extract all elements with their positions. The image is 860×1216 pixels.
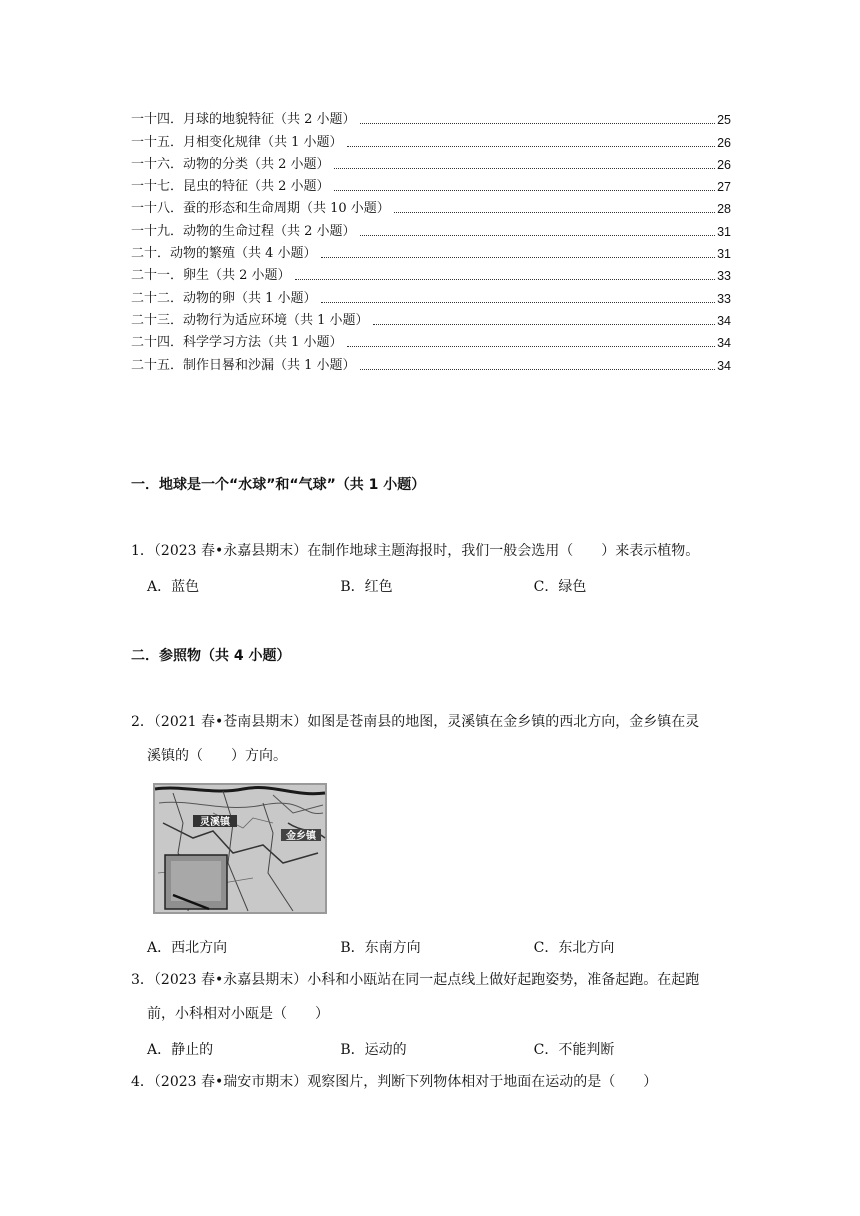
question-text: 3．（2023 春•永嘉县期末）小科和小瓯站在同一起点线上做好起跑姿势，准备起跑。在起跑 (131, 972, 700, 988)
toc-entry[interactable] (131, 151, 731, 173)
toc-entry[interactable] (131, 351, 731, 373)
question-text-continued: 前，小科相对小瓯是（ ） (147, 1006, 329, 1022)
toc-page-number: 34 (717, 336, 731, 351)
toc-page-number: 26 (717, 157, 731, 172)
toc-page-number: 33 (717, 291, 731, 306)
toc-leader-dots (321, 301, 716, 303)
section-title: 一．地球是一个“水球”和“气球”（共 1 小题） (131, 477, 426, 493)
toc-label: 二十一．卵生（共 2 小题） (131, 268, 291, 284)
toc-leader-dots (360, 234, 716, 236)
toc-label: 一十九．动物的生命过程（共 2 小题） (131, 223, 356, 239)
option-c[interactable]: C．东北方向 (533, 940, 615, 956)
toc-page-number: 31 (717, 247, 731, 262)
answer-options (147, 576, 727, 596)
toc-label: 二十．动物的繁殖（共 4 小题） (131, 246, 317, 262)
answer-options (147, 937, 727, 957)
toc-leader-dots (394, 211, 715, 213)
option-b[interactable]: B．运动的 (340, 1042, 407, 1058)
toc-leader-dots (373, 323, 716, 325)
toc-entry[interactable] (131, 307, 731, 329)
question-1 (131, 534, 731, 568)
toc-entry[interactable] (131, 173, 731, 195)
section-title: 二．参照物（共 4 小题） (131, 648, 291, 664)
question-text-continued: 溪镇的（ ）方向。 (147, 748, 287, 764)
toc-page-number: 34 (717, 313, 731, 328)
toc-label: 一十八．蚕的形态和生命周期（共 10 小题） (131, 201, 390, 217)
toc-entry[interactable] (131, 195, 731, 217)
toc-leader-dots (360, 368, 716, 370)
toc-label: 二十二．动物的卵（共 1 小题） (131, 290, 317, 306)
toc-leader-dots (334, 189, 716, 191)
toc-page-number: 25 (717, 113, 731, 128)
toc-label: 一十六．动物的分类（共 2 小题） (131, 156, 330, 172)
answer-options (147, 1039, 727, 1059)
toc-entry[interactable] (131, 217, 731, 239)
option-a[interactable]: A．静止的 (147, 1042, 214, 1058)
option-a[interactable]: A．蓝色 (147, 579, 200, 595)
option-a[interactable]: A．西北方向 (147, 940, 228, 956)
question-text: 4．（2023 春•瑞安市期末）观察图片，判断下列物体相对于地面在运动的是（ ） (131, 1074, 658, 1090)
map-label-lingxi: 灵溪镇 (200, 817, 230, 828)
toc-entry[interactable] (131, 128, 731, 150)
toc-entry[interactable] (131, 106, 731, 128)
toc-label: 二十四．科学学习方法（共 1 小题） (131, 335, 343, 351)
toc-leader-dots (295, 278, 716, 280)
option-c[interactable]: C．不能判断 (533, 1042, 615, 1058)
toc-leader-dots (334, 167, 716, 169)
toc-entry[interactable] (131, 262, 731, 284)
toc-leader-dots (321, 256, 716, 258)
toc-leader-dots (360, 122, 716, 124)
map-label-jinxiang: 金乡镇 (286, 831, 316, 842)
toc-page-number: 26 (717, 135, 731, 150)
question-text: 1．（2023 春•永嘉县期末）在制作地球主题海报时，我们一般会选用（ ）来表示植物。 (131, 543, 700, 559)
question-2 (131, 705, 731, 773)
toc-entry[interactable] (131, 329, 731, 351)
toc-entry[interactable] (131, 240, 731, 262)
toc-entry[interactable] (131, 284, 731, 306)
table-of-contents (131, 106, 731, 374)
toc-label: 一十七．昆虫的特征（共 2 小题） (131, 179, 330, 195)
question-text: 2．（2021 春•苍南县期末）如图是苍南县的地图，灵溪镇在金乡镇的西北方向，金乡镇在灵 (131, 714, 700, 730)
question-3 (131, 963, 731, 1031)
toc-page-number: 33 (717, 269, 731, 284)
toc-page-number: 31 (717, 224, 731, 239)
cangnan-county-map (153, 783, 327, 914)
question-4 (131, 1065, 731, 1099)
toc-label: 二十五．制作日晷和沙漏（共 1 小题） (131, 357, 356, 373)
toc-label: 二十三．动物行为适应环境（共 1 小题） (131, 312, 369, 328)
option-b[interactable]: B．东南方向 (340, 940, 421, 956)
toc-label: 一十五．月相变化规律（共 1 小题） (131, 134, 343, 150)
option-b[interactable]: B．红色 (340, 579, 393, 595)
toc-leader-dots (347, 145, 716, 147)
toc-page-number: 28 (717, 202, 731, 217)
toc-label: 一十四．月球的地貌特征（共 2 小题） (131, 112, 356, 128)
option-c[interactable]: C．绿色 (533, 579, 587, 595)
toc-leader-dots (347, 345, 716, 347)
toc-page-number: 27 (717, 180, 731, 195)
toc-page-number: 34 (717, 358, 731, 373)
